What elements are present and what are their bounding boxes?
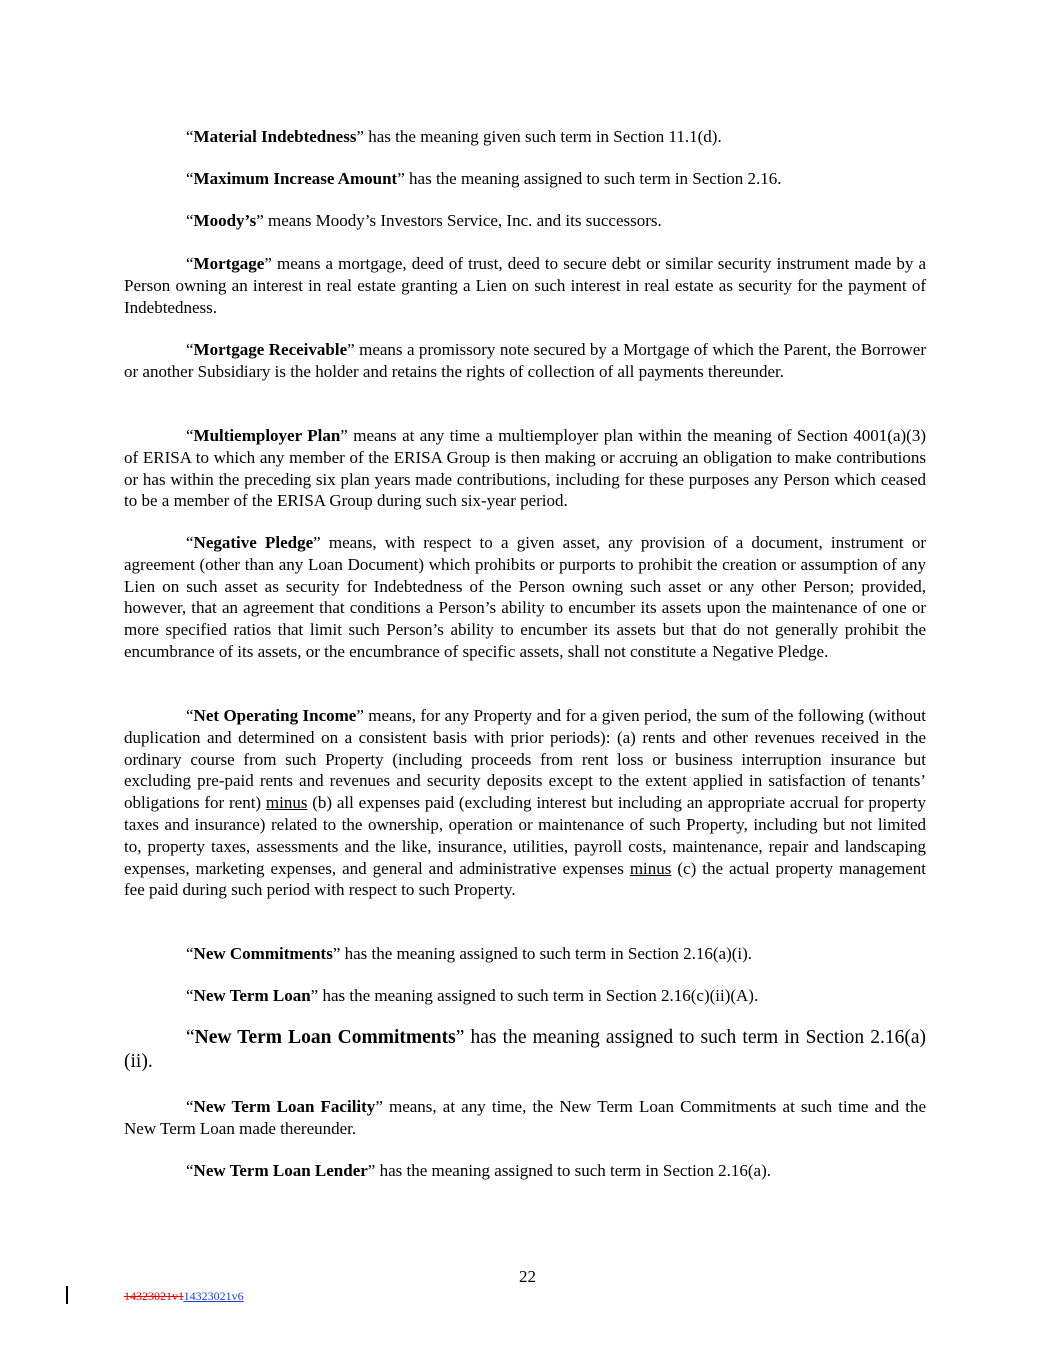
defined-term: Negative Pledge (193, 533, 314, 552)
definition-text: means a mortgage, deed of trust, deed to secure debt or similar security instrument made by a Person owning an interest in real estate granting a Lien on such interest in real estate as security for the payment of Indebtedness. (124, 254, 926, 317)
defined-term: Material Indebtedness (193, 127, 357, 146)
definition-paragraph: “New Term Loan Facility” means, at any time, the New Term Loan Commitments at such time and the New Term Loan made thereunder. (124, 1097, 926, 1138)
definition-text: (c) the actual property management fee paid during such period with respect to such Property. (124, 858, 926, 900)
definition-text: means, with respect to a given asset, any provision of a document, instrument or agreement (other than any Loan Document) which prohibits or purports to prohibit the creation or assumption of any Lien on such asset as security for Indebtedness of the Person owning such asset or any other Person; provided, however, that an agreement that conditions a Person’s ability to encumber its assets upon the maintenance of one or more specified ratios that limit such Person’s ability to encumber its assets but that do not generally prohibit the encumbrance of its assets, or the encumbrance of specific assets, shall not constitute a Negative Pledge. (124, 533, 926, 661)
definition-paragraph: “Moody’s” means Moody’s Investors Service, Inc. and its successors. (186, 211, 662, 230)
defined-term: New Term Loan Facility (193, 1097, 376, 1116)
definition-paragraph: “New Term Loan” has the meaning assigned to such term in Section 2.16(c)(ii)(A). (186, 986, 759, 1005)
definition-text: has the meaning assigned to such term in Section 2.16(a). (375, 1161, 771, 1180)
page-number: 22 (519, 1267, 536, 1286)
definition-text: means a promissory note secured by a Mortgage of which the Parent, the Borrower or another Subsidiary is the holder and retains the rights of collection of all payments thereunder. (124, 340, 926, 381)
defined-term: New Term Loan Commitments (194, 1027, 456, 1048)
definition-text: (b) all expenses paid (excluding interest but including an appropriate accrual for property taxes and insurance) related to the ownership, operation or maintenance of such Property, including but not limited to, property taxes, assessments and the like, insurance, utilities, payroll costs, maintenance, repair and landscaping expenses, marketing expenses, and general and administrative expenses (124, 793, 926, 878)
defined-term: New Term Loan (193, 986, 311, 1005)
defined-term: New Commitments (193, 944, 333, 963)
underlined-text: minus (265, 793, 308, 813)
definition-paragraph: “New Term Loan Commitments” has the meaning assigned to such term in Section 2.16(a)(ii). (124, 1027, 926, 1072)
definition-text: has the meaning assigned to such term in Section 2.16(a)(ii). (124, 1027, 926, 1072)
definition-text: has the meaning assigned to such term in Section 2.16(a)(i). (340, 944, 753, 963)
definition-paragraph: “New Term Loan Lender” has the meaning assigned to such term in Section 2.16(a). (186, 1161, 771, 1180)
underlined-text: minus (629, 858, 672, 878)
definition-text: means Moody’s Investors Service, Inc. and its successors. (263, 211, 662, 230)
defined-term: Mortgage Receivable (193, 340, 348, 359)
document-id-inserted: 14323021v6 (183, 1289, 244, 1303)
definition-paragraph: “Material Indebtedness” has the meaning given such term in Section 11.1(d). (186, 127, 722, 146)
definition-paragraph: “Multiemployer Plan” means at any time a multiemployer plan within the meaning of Section 4001(a)(3) of ERISA to which any member of the ERISA Group is then making or accruing an obligation to make contributions or has within the preceding six plan years made contributions, including for these purposes any Person which ceased to be a member of the ERISA Group during such six-year period. (124, 426, 926, 511)
definition-paragraph: “Maximum Increase Amount” has the meaning assigned to such term in Section 2.16. (186, 169, 782, 188)
defined-term: New Term Loan Lender (193, 1161, 368, 1180)
definition-paragraph: “Mortgage” means a mortgage, deed of trust, deed to secure debt or similar security instrument made by a Person owning an interest in real estate granting a Lien on such interest in real estate as security for the payment of Indebtedness. (124, 254, 926, 317)
document-id (124, 1289, 244, 1303)
defined-term: Mortgage (193, 254, 265, 273)
defined-term: Multiemployer Plan (193, 426, 341, 445)
definition-text: has the meaning assigned to such term in Section 2.16. (404, 169, 782, 188)
definition-text: means, at any time, the New Term Loan Commitments at such time and the New Term Loan made thereunder. (124, 1097, 926, 1138)
definition-text: has the meaning assigned to such term in Section 2.16(c)(ii)(A). (318, 986, 759, 1005)
defined-term: Maximum Increase Amount (193, 169, 398, 188)
change-bar (66, 1286, 68, 1304)
definition-text: has the meaning given such term in Section 11.1(d). (364, 127, 722, 146)
document-id-deleted: 14323021v1 (124, 1289, 184, 1303)
definition-paragraph: “Mortgage Receivable” means a promissory note secured by a Mortgage of which the Parent, the Borrower or another Subsidiary is the holder and retains the rights of collection of all payments thereunder. (124, 340, 926, 381)
definition-paragraph: “New Commitments” has the meaning assigned to such term in Section 2.16(a)(i). (186, 944, 753, 963)
definition-text: means, for any Property and for a given period, the sum of the following (without duplication and determined on a consistent basis with prior periods): (a) rents and other revenues received in the ordinary course from such Property (including proceeds from rent loss or business interruption insurance but excluding pre-paid rents and revenues and security deposits except to the extent applied in satisfaction of tenants’ obligations for rent) (124, 706, 926, 813)
defined-term: Moody’s (193, 211, 257, 230)
definition-text: means at any time a multiemployer plan within the meaning of Section 4001(a)(3) of ERISA to which any member of the ERISA Group is then making or accruing an obligation to make contributions or has within the preceding six plan years made contributions, including for these purposes any Person which ceased to be a member of the ERISA Group during such six-year period. (124, 426, 926, 511)
definition-paragraph: “Net Operating Income” means, for any Property and for a given period, the sum of the following (without duplication and determined on a consistent basis with prior periods): (a) rents and other revenues received in the ordinary course from such Property (including proceeds from rent loss or business interruption insurance but excluding pre-paid rents and revenues and security deposits except to the extent applied in satisfaction of tenants’ obligations for rent) minus (b) all expenses paid (excluding interest but including an appropriate accrual for property taxes and insurance) related to the ownership, operation or maintenance of such Property, including but not limited to, property taxes, assessments and the like, insurance, utilities, payroll costs, maintenance, repair and landscaping expenses, marketing expenses, and general and administrative expenses minus (c) the actual property management fee paid during such period with respect to such Property. (124, 706, 926, 900)
defined-term: Net Operating Income (193, 706, 357, 725)
definition-paragraph: “Negative Pledge” means, with respect to a given asset, any provision of a document, instrument or agreement (other than any Loan Document) which prohibits or purports to prohibit the creation or assumption of any Lien on such asset as security for Indebtedness of the Person owning such asset or any other Person; provided, however, that an agreement that conditions a Person’s ability to encumber its assets upon the maintenance of one or more specified ratios that limit such Person’s ability to encumber its assets but that do not generally prohibit the encumbrance of its assets, or the encumbrance of specific assets, shall not constitute a Negative Pledge. (124, 533, 926, 661)
